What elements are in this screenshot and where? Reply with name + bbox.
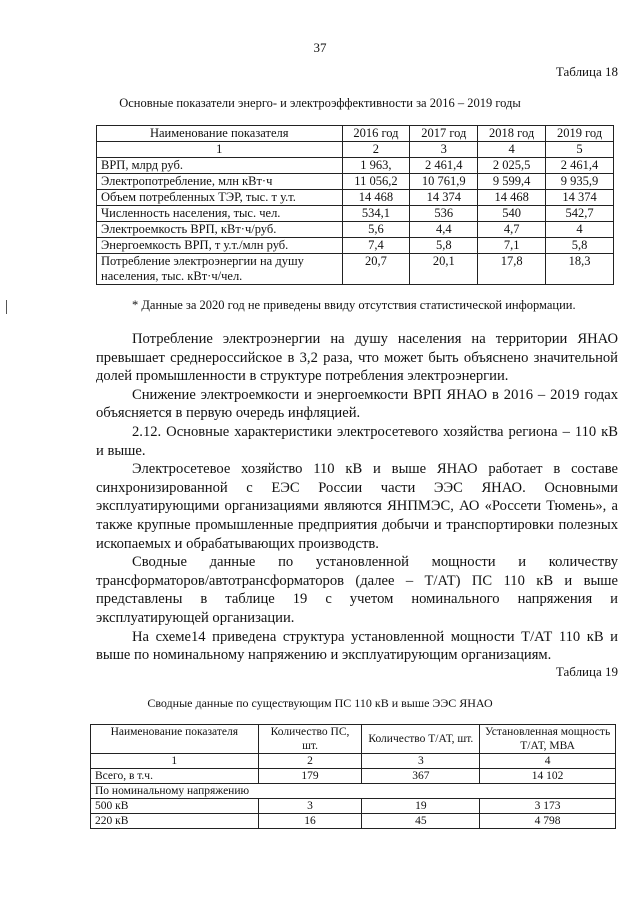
cell-value: 16 [258,814,362,829]
section-row [91,784,616,799]
table-row [97,254,614,285]
index-cell: 2 [342,142,410,158]
cell-value: 5,8 [546,238,614,254]
cell-value: 4,4 [410,222,478,238]
margin-mark [6,300,7,314]
table-row [91,814,616,829]
cell-value: 19 [362,799,480,814]
table-18-header-row [97,126,614,142]
row-label: 500 кВ [91,799,259,814]
row-label: 220 кВ [91,814,259,829]
table-18 [96,125,614,285]
cell-value: 45 [362,814,480,829]
table-18-label: Таблица 18 [555,64,618,79]
cell-value: 7,1 [478,238,546,254]
cell-value: 14 468 [478,190,546,206]
index-cell: 2 [258,754,362,769]
index-cell: 3 [362,754,480,769]
table-18-footnote: * Данные за 2020 год не приведены ввиду отсутствия статистической информации. [132,298,576,312]
section-heading: 2.12. Основные характеристики электросетевого хозяйства региона – 110 кВ и выше. [96,423,618,459]
table-row [91,769,616,784]
header-cell: 2017 год [410,126,478,142]
header-cell: Количество ПС, шт. [258,725,362,754]
cell-value: 534,1 [342,206,410,222]
paragraph: Снижение электроемкости и энергоемкости ВРП ЯНАО в 2016 – 2019 годах объясняется в первую очередь инфляцией. [96,386,618,422]
paragraph: Потребление электроэнергии на душу населения на территории ЯНАО превышает среднероссийское в 3,2 раза, что может быть объяснено значительной долей промышленности в структуре потребления электроэнергии. [96,331,618,385]
cell-value: 4 [546,222,614,238]
table-row [97,238,614,254]
cell-value: 536 [410,206,478,222]
index-cell: 4 [480,754,616,769]
cell-value: 20,7 [342,254,410,285]
table-19-label: Таблица 19 [555,664,618,679]
table-19-index-row [91,754,616,769]
header-cell: 2019 год [546,126,614,142]
index-cell: 3 [410,142,478,158]
header-cell: 2018 год [478,126,546,142]
cell-value: 14 374 [546,190,614,206]
cell-value: 9 935,9 [546,174,614,190]
cell-value: 542,7 [546,206,614,222]
cell-value: 14 102 [480,769,616,784]
paragraph: Сводные данные по установленной мощности и количеству трансформаторов/автотрансформаторов (далее – Т/АТ) ПС 110 кВ и выше представлены в таблице 19 с учетом номинального напряжения и эксплуатирующей организации. [96,554,618,626]
cell-value: 10 761,9 [410,174,478,190]
cell-value: 5,6 [342,222,410,238]
cell-value: 14 374 [410,190,478,206]
cell-value: 1 963, [342,158,410,174]
row-label: Объем потребленных ТЭР, тыс. т у.т. [97,190,343,206]
row-label: Всего, в т.ч. [91,769,259,784]
header-cell: 2016 год [342,126,410,142]
header-cell: Количество Т/АТ, шт. [362,725,480,754]
table-19 [90,724,616,829]
table-19-header-row [91,725,616,754]
index-cell: 4 [478,142,546,158]
table-18-caption: Основные показатели энерго- и электроэффективности за 2016 – 2019 годы [119,96,521,110]
cell-value: 14 468 [342,190,410,206]
cell-value: 2 025,5 [478,158,546,174]
cell-value: 20,1 [410,254,478,285]
header-cell: Наименование показателя [91,725,259,754]
cell-value: 9 599,4 [478,174,546,190]
index-cell: 1 [91,754,259,769]
cell-value: 5,8 [410,238,478,254]
section-label: По номинальному напряжению [91,784,616,799]
table-row [91,799,616,814]
row-label: Энергоемкость ВРП, т у.т./млн руб. [97,238,343,254]
cell-value: 179 [258,769,362,784]
paragraph: На схеме14 приведена структура установленной мощности Т/АТ 110 кВ и выше по номинальному напряжению и эксплуатирующим организациям. [96,628,618,664]
page-number: 37 [313,40,327,55]
row-label: Электропотребление, млн кВт·ч [97,174,343,190]
row-label: Электроемкость ВРП, кВт·ч/руб. [97,222,343,238]
header-cell: Установленная мощность Т/АТ, МВА [480,725,616,754]
table-19-caption: Сводные данные по существующим ПС 110 кВ и выше ЭЭС ЯНАО [147,696,493,710]
cell-value: 2 461,4 [546,158,614,174]
cell-value: 2 461,4 [410,158,478,174]
table-row [97,158,614,174]
header-cell: Наименование показателя [97,126,343,142]
cell-value: 18,3 [546,254,614,285]
cell-value: 3 173 [480,799,616,814]
table-row [97,206,614,222]
cell-value: 4,7 [478,222,546,238]
paragraph: Электросетевое хозяйство 110 кВ и выше ЯНАО работает в составе синхронизированной с ЕЭС России части ЭЭС ЯНАО. Основными эксплуатирующими организациями являются ЯНПМЭС, АО «Россети Тюмень», а также крупные промышленные предприятия добычи и транспортировки полезных ископаемых и обрабатывающих производств. [96,461,618,552]
table-row [97,222,614,238]
row-label: Потребление электроэнергии на душу населения, тыс. кВт·ч/чел. [97,254,343,285]
cell-value: 540 [478,206,546,222]
index-cell: 1 [97,142,343,158]
table-row [97,190,614,206]
table-18-index-row [97,142,614,158]
cell-value: 367 [362,769,480,784]
cell-value: 7,4 [342,238,410,254]
cell-value: 11 056,2 [342,174,410,190]
cell-value: 4 798 [480,814,616,829]
row-label: ВРП, млрд руб. [97,158,343,174]
table-row [97,174,614,190]
cell-value: 3 [258,799,362,814]
body-text [96,330,618,665]
row-label: Численность населения, тыс. чел. [97,206,343,222]
index-cell: 5 [546,142,614,158]
cell-value: 17,8 [478,254,546,285]
